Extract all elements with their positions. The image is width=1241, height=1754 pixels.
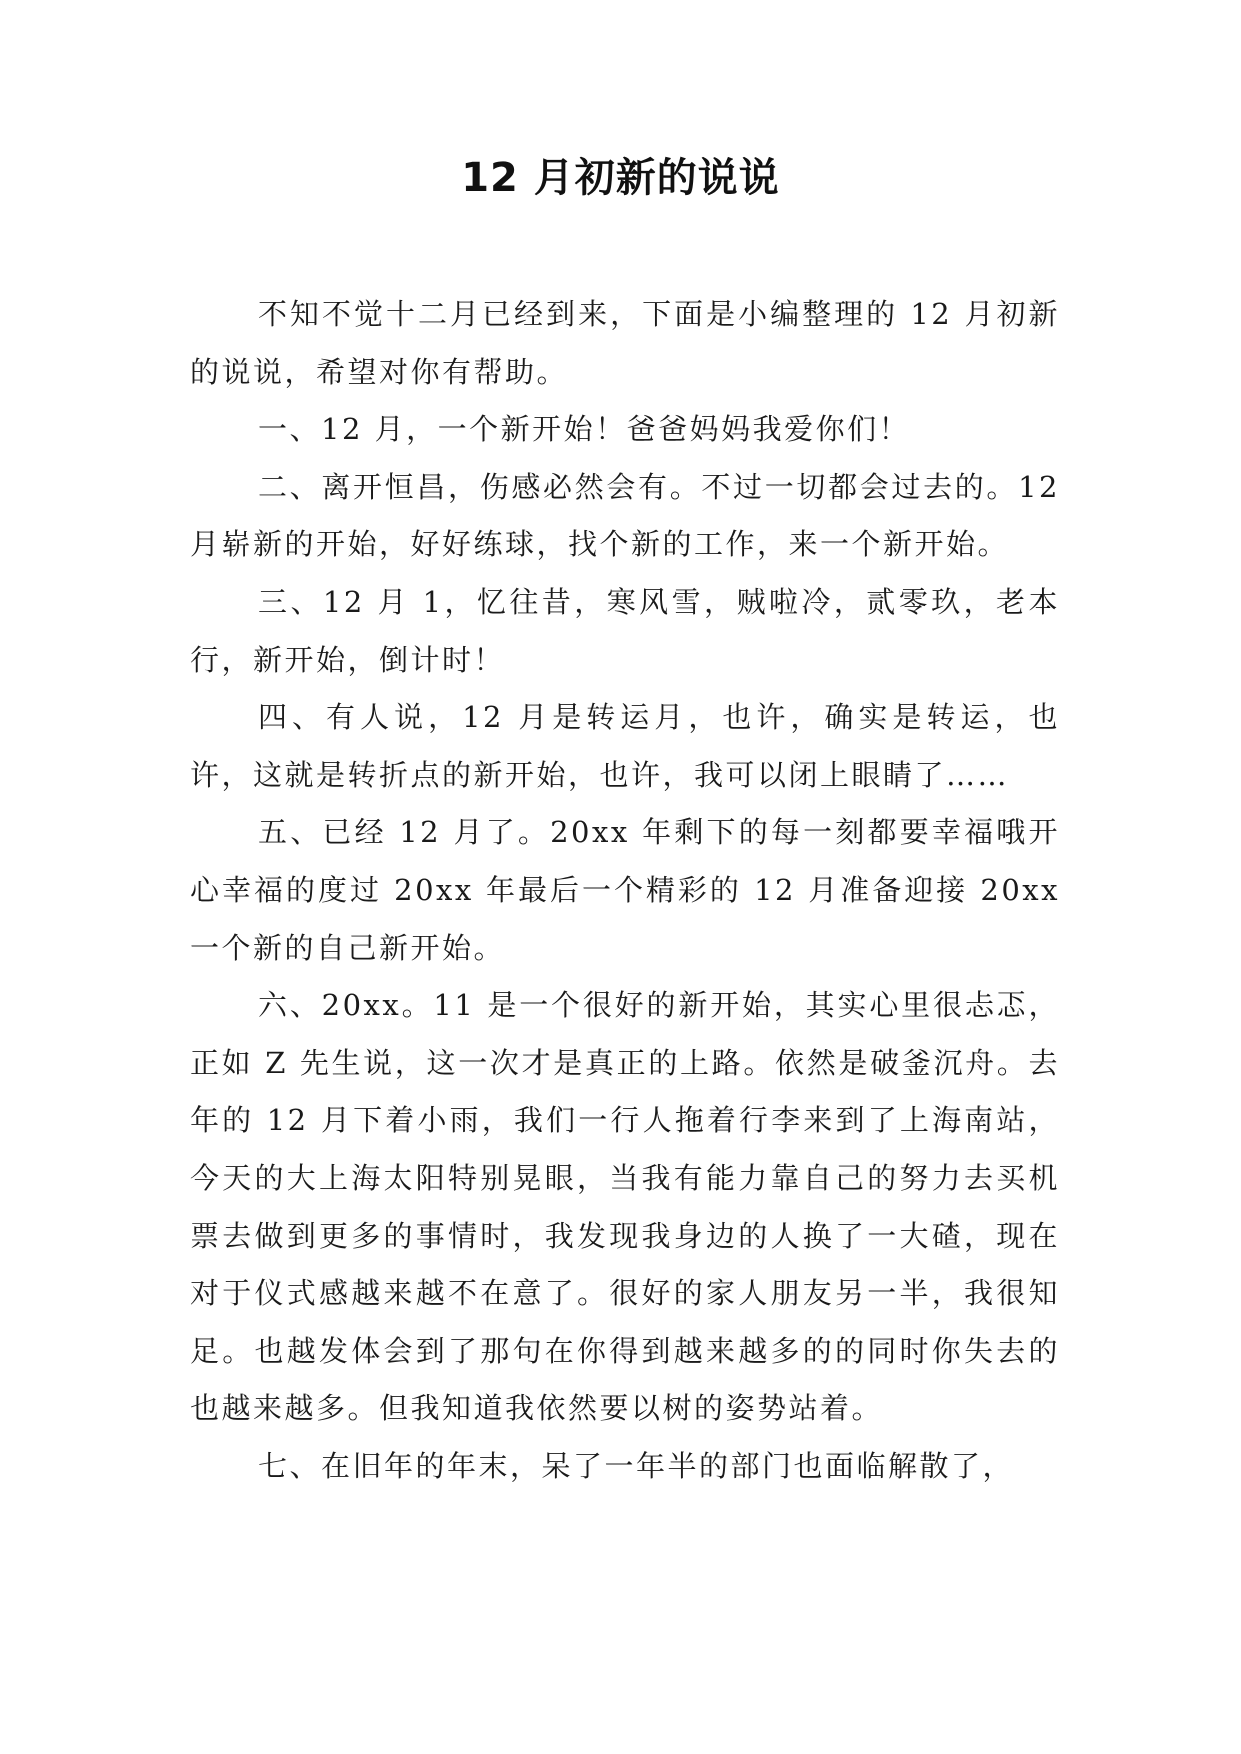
paragraph-intro: 不知不觉十二月已经到来，下面是小编整理的 12 月初新的说说，希望对你有帮助。 <box>190 297 1060 389</box>
paragraph-item-7: 七、在旧年的年末，呆了一年半的部门也面临解散了， <box>258 1448 1015 1483</box>
document-title: 12 月初新的说说 <box>461 155 780 201</box>
paragraph-item-6: 六、20xx。11 是一个很好的新开始，其实心里很忐忑，正如 Z 先生说，这一次才是真正的上路。依然是破釜沉舟。去年的 12 月下着小雨，我们一行人拖着行李来到了上海南站，今天的大上海太阳特别晃眼，当我有能力靠自己的努力去买机票去做到更多的事情时，我发现我身边的人换了一大碴，现在对于仪式感越来越不在意了。很好的家人朋友另一半，我很知足。也越发体会到了那句在你得到越来越多的的同时你失去的也越来越多。但我知道我依然要以树的姿势站着。 <box>190 988 1060 1426</box>
paragraph-item-4: 四、有人说，12 月是转运月，也许，确实是转运，也许，这就是转折点的新开始，也许，我可以闭上眼睛了…… <box>190 700 1060 792</box>
paragraph-item-3: 三、12 月 1，忆往昔，寒风雪，贼啦冷，贰零玖，老本行，新开始，倒计时！ <box>190 584 1060 677</box>
paragraph-item-1: 一、12 月，一个新开始！爸爸妈妈我爱你们！ <box>258 412 911 447</box>
document-body <box>190 286 1060 1495</box>
paragraph-item-2: 二、离开恒昌，伤感必然会有。不过一切都会过去的。12 月崭新的开始，好好练球，找个新的工作，来一个新开始。 <box>190 469 1060 562</box>
paragraph-item-5: 五、已经 12 月了。20xx 年剩下的每一刻都要幸福哦开心幸福的度过 20xx 年最后一个精彩的 12 月准备迎接 20xx 一个新的自己新开始。 <box>190 815 1060 965</box>
